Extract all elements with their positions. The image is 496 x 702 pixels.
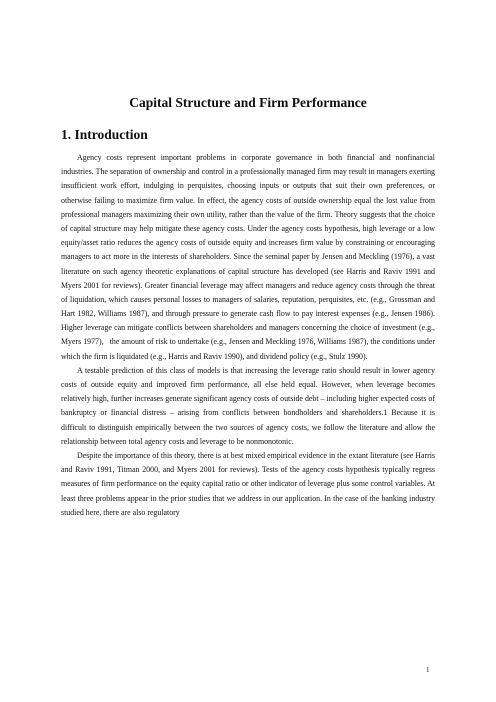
paragraph: A testable prediction of this class of models is that increasing the leverage ratio should result in lower agency costs of outside equity and improved firm performance, all else held equal. However, when leverage becomes relatively high, further increases generate significant agency costs of outside debt – including higher expected costs of bankruptcy or financial distress – arising from conflicts between bondholders and shareholders.1 Because it is difficult to distinguish empirically between the two sources of agency costs, we follow the literature and allow the relationship between total agency costs and leverage to be nonmonotonic. bbox=[61, 365, 435, 446]
page-title: Capital Structure and Firm Performance bbox=[129, 95, 367, 110]
paragraph: Agency costs represent important problems in corporate governance in both financial and nonfinancial industries. The separation of ownership and control in a professionally managed firm may result in managers exerting insufficient work effort, indulging in perquisites, choosing inputs or outputs that suit their own preferences, or otherwise failing to maximize firm value. In effect, the agency costs of outside ownership equal the lost value from professional managers maximizing their own utility, rather than the value of the firm. Theory suggests that the choice of capital structure may help mitigate these agency costs. Under the agency costs hypothesis, high leverage or a low equity/asset ratio reduces the agency costs of outside equity and increases firm value by constraining or encouraging managers to act more in the interests of shareholders. Since the seminal paper by Jensen and Meckling (1976), a vast literature on such agency theoretic explanations of capital structure has developed (see Harris and Raviv 1991 and Myers 2001 for reviews). Greater financial leverage may affect managers and reduce agency costs through the threat of liquidation, which causes personal losses to managers of salaries, reputation, perquisites, etc. (e.g., Grossman and Hart 1982, Williams 1987), and through pressure to generate cash flow to pay interest expenses (e.g., Jensen 1986). Higher leverage can mitigate conflicts between shareholders and managers concerning the choice of investment (e.g., Myers 1977), the amount of risk to undertake (e.g., Jensen and Meckling 1976, Williams 1987), the conditions under which the firm is liquidated (e.g., Harris and Raviv 1990), and dividend policy (e.g., Stulz 1990). bbox=[61, 153, 435, 361]
body-text bbox=[61, 151, 435, 520]
section-heading: 1. Introduction bbox=[61, 127, 148, 142]
page-number: 1 bbox=[426, 666, 430, 674]
paragraph: Despite the importance of this theory, there is at best mixed empirical evidence in the extant literature (see Harris and Raviv 1991, Titman 2000, and Myers 2001 for reviews). Tests of the agency costs hypothesis typically regress measures of firm performance on the equity capital ratio or other indicator of leverage plus some control variables. At least three problems appear in the prior studies that we address in our application. In the case of the banking industry studied here, there are also regulatory bbox=[61, 450, 435, 517]
